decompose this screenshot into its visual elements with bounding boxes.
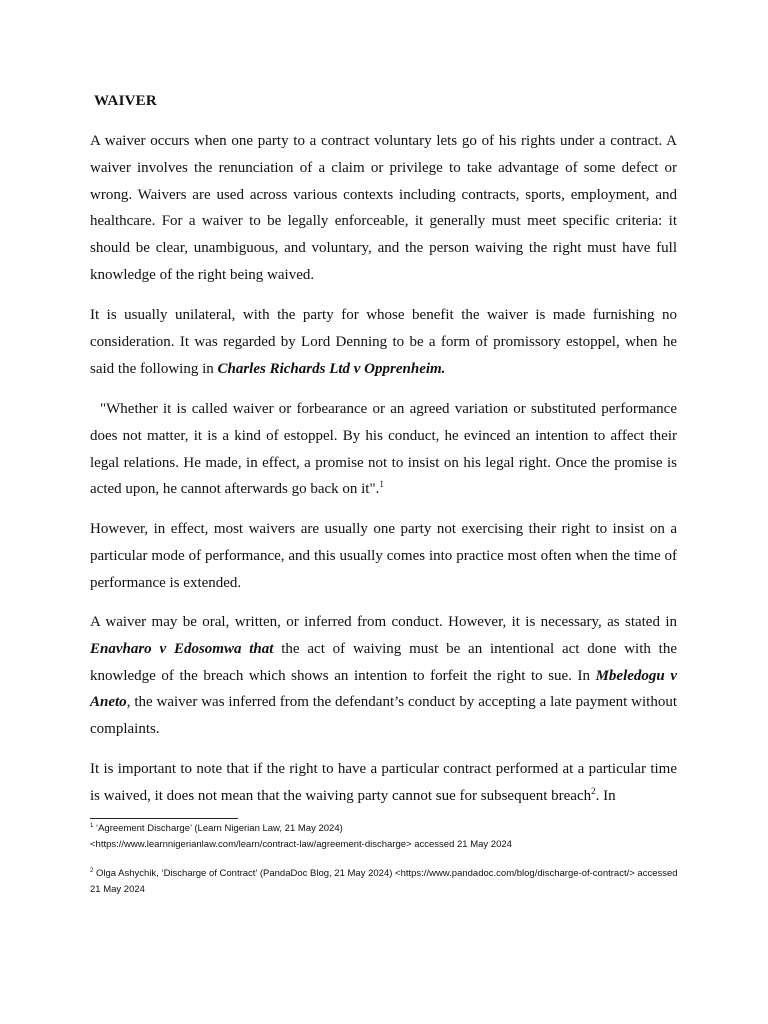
case-citation: Enavharo v Edosomwa that <box>90 640 274 657</box>
footnote-separator <box>90 818 238 819</box>
footnote-2 <box>90 866 680 898</box>
paragraph-forms <box>90 609 677 743</box>
quote-text: "Whether it is called waiver or forbearance or an agreed variation or substituted performance does not matter, it is a kind of estoppel. By his conduct, he evinced an intention to affect their legal relations. He made, in effect, a promise not to insist on his legal right. Once the promise is acted upon, he cannot afterwards go back on it". <box>90 401 677 498</box>
paragraph-performance: However, in effect, most waivers are usually one party not exercising their right to insist on a particular mode of performance, and this usually comes into practice most often when the time of performance is extended. <box>90 521 677 591</box>
paragraph-text: A waiver may be oral, written, or inferred from conduct. However, it is necessary, as stated in <box>90 614 677 630</box>
footnote-1 <box>90 821 680 853</box>
paragraph-subsequent-breach <box>90 756 677 810</box>
paragraph-text: . In <box>595 787 616 804</box>
footnote-link[interactable]: <https://www.learnnigerianlaw.com/learn/contract-law/agreement-discharge> accessed 21 May 2024 <box>90 839 512 850</box>
paragraph-quote <box>90 396 677 503</box>
paragraph-text: the act of waiving must be an intentional act done with the knowledge of the breach which shows an intention to forfeit the right to sue. In <box>90 640 677 684</box>
footnote-text: Olga Ashychik, ‘Discharge of Contract’ (PandaDoc Blog, 21 May 2024) <https://www.pandadoc.com/blog/discharge-of-contract/> accessed 21 May 2024 <box>90 868 678 895</box>
footnote-reference[interactable]: 1 <box>379 479 384 490</box>
case-citation: Charles Richards Ltd v Opprenheim. <box>217 360 446 377</box>
footnote-number: 1 <box>90 822 94 829</box>
section-heading: WAIVER <box>94 93 157 109</box>
footnote-text: ‘Agreement Discharge’ (Learn Nigerian Law, 21 May 2024) <box>93 823 343 834</box>
case-citation: Mbeledogu v Aneto <box>90 667 677 711</box>
paragraph-text: It is usually unilateral, with the party for whose benefit the waiver is made furnishing no consideration. It was regarded by Lord Denning to be a form of promissory estoppel, when he said the following in <box>90 307 677 377</box>
paragraph-definition: A waiver occurs when one party to a contract voluntary lets go of his rights under a contract. A waiver involves the renunciation of a claim or privilege to take advantage of some defect or wrong. Waivers are used across various contexts including contracts, sports, employment, and healthcare. For a waiver to be legally enforceable, it generally must meet specific criteria: it should be clear, unambiguous, and voluntary, and the person waiving the right must have full knowledge of the right being waived. <box>90 133 677 283</box>
footnote-reference[interactable]: 2 <box>591 785 596 796</box>
paragraph-unilateral <box>90 302 677 382</box>
paragraph-text: It is important to note that if the right to have a particular contract performed at a particular time is waived, it does not mean that the waiving party cannot sue for subsequent breach <box>90 761 677 804</box>
paragraph-text: , the waiver was inferred from the defendant’s conduct by accepting a late payment without complaints. <box>90 694 677 738</box>
footnote-number: 2 <box>90 867 94 874</box>
